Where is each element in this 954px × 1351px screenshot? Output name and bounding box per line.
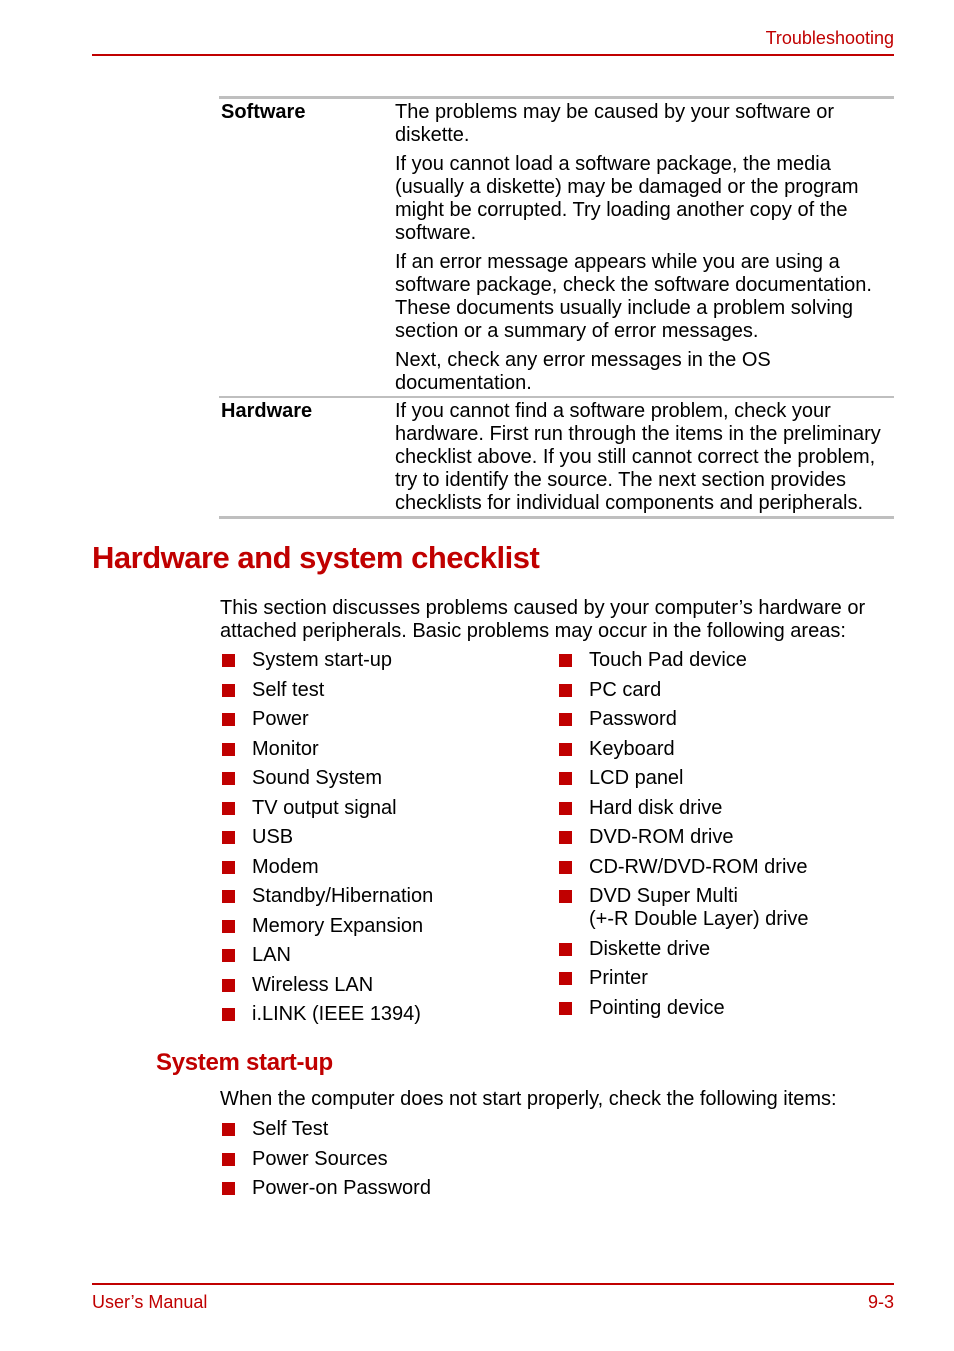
- list-item-label: Self Test: [252, 1118, 329, 1140]
- square-bullet-icon: [222, 713, 235, 726]
- list-item-label: PC card: [589, 678, 662, 701]
- table-row-software: [219, 99, 894, 396]
- square-bullet-icon: [222, 949, 235, 962]
- list-item: [220, 1148, 620, 1171]
- square-bullet-icon: [559, 972, 572, 985]
- list-item-label: Printer: [589, 967, 648, 989]
- table-value: [395, 99, 894, 396]
- startup-checklist: [220, 1118, 620, 1207]
- list-item-label: Standby/Hibernation: [252, 885, 434, 907]
- list-item-label: i.LINK (IEEE 1394): [252, 1003, 421, 1025]
- list-item: [557, 938, 894, 961]
- list-item-label: Pointing device: [589, 996, 725, 1019]
- square-bullet-icon: [222, 654, 235, 667]
- square-bullet-icon: [222, 802, 235, 815]
- square-bullet-icon: [559, 713, 572, 726]
- square-bullet-icon: [222, 861, 235, 874]
- table-bottom-rule: [219, 516, 894, 519]
- list-item: [220, 767, 520, 790]
- table-paragraph: If you cannot load a software package, the media (usually a diskette) may be damaged or the program might be corrupted. Try loading another copy of the software.: [395, 153, 859, 244]
- square-bullet-icon: [559, 772, 572, 785]
- list-item-label: CD-RW/DVD-ROM drive: [589, 855, 808, 878]
- list-item: [220, 1003, 520, 1026]
- list-item: [557, 856, 894, 879]
- list-item: [220, 649, 520, 672]
- list-item-label: LAN: [252, 944, 291, 966]
- table-value: [395, 398, 894, 516]
- list-item-label: System start-up: [252, 649, 393, 671]
- list-item: [557, 885, 894, 931]
- list-item: [220, 797, 520, 820]
- list-item: [220, 1118, 620, 1141]
- list-item: [557, 967, 894, 990]
- running-header: Troubleshooting: [765, 28, 894, 48]
- square-bullet-icon: [559, 831, 572, 844]
- square-bullet-icon: [559, 1002, 572, 1015]
- list-item-label: Wireless LAN: [252, 973, 374, 996]
- list-item-label: Monitor: [252, 737, 319, 760]
- list-item: [220, 915, 520, 938]
- list-item-label: DVD-ROM drive: [589, 826, 734, 848]
- list-item: [557, 679, 894, 702]
- list-item-label: Password: [589, 708, 677, 730]
- table-paragraph: If you cannot find a software problem, check your hardware. First run through the items in the preliminary checklist above. If you still cannot correct the problem, try to identify the source. The next section provides checklists for individual components and peripherals.: [395, 400, 881, 514]
- checklist-left-column: [220, 649, 520, 1033]
- list-item: [220, 974, 520, 997]
- list-item: [220, 1177, 620, 1200]
- list-item-label: Touch Pad device: [589, 649, 747, 671]
- table-paragraph: If an error message appears while you are using a software package, check the software documentation. These documents usually include a problem solving section or a summary of error messages.: [395, 251, 872, 342]
- section-intro: This section discusses problems caused by your computer’s hardware or attached peripherals. Basic problems may occur in the following areas:: [220, 597, 866, 642]
- square-bullet-icon: [559, 802, 572, 815]
- square-bullet-icon: [559, 743, 572, 756]
- list-item: [557, 708, 894, 731]
- footer-manual-title: User’s Manual: [92, 1292, 208, 1312]
- list-item: [220, 738, 520, 761]
- list-item: [220, 944, 520, 967]
- list-item: [557, 767, 894, 790]
- list-item: [220, 856, 520, 879]
- list-item-label: Power-on Password: [252, 1177, 431, 1199]
- list-item-label: Sound System: [252, 767, 383, 789]
- list-item: [220, 708, 520, 731]
- table-paragraph: The problems may be caused by your software or diskette.: [395, 101, 835, 146]
- square-bullet-icon: [559, 654, 572, 667]
- list-item: [220, 826, 520, 849]
- square-bullet-icon: [222, 1182, 235, 1195]
- square-bullet-icon: [222, 831, 235, 844]
- square-bullet-icon: [222, 979, 235, 992]
- square-bullet-icon: [222, 1008, 235, 1021]
- square-bullet-icon: [222, 890, 235, 903]
- square-bullet-icon: [222, 772, 235, 785]
- square-bullet-icon: [559, 684, 572, 697]
- page-number: 9-3: [867, 1292, 894, 1312]
- list-item-label: Self test: [252, 678, 325, 701]
- subsection-heading: System start-up: [156, 1049, 333, 1076]
- square-bullet-icon: [222, 1123, 235, 1136]
- list-item-label: Hard disk drive: [589, 796, 723, 819]
- table-row-hardware: [219, 398, 894, 516]
- list-item-label: Modem: [252, 855, 319, 878]
- list-item: [220, 679, 520, 702]
- square-bullet-icon: [559, 943, 572, 956]
- square-bullet-icon: [222, 743, 235, 756]
- table-key: Hardware: [221, 400, 313, 422]
- square-bullet-icon: [559, 890, 572, 903]
- subsection-intro: When the computer does not start properly, check the following items:: [220, 1088, 837, 1110]
- list-item-label: Power Sources: [252, 1147, 388, 1170]
- list-item-label: Keyboard: [589, 737, 675, 760]
- section-heading: Hardware and system checklist: [92, 540, 540, 575]
- footer-rule: [92, 1283, 894, 1285]
- header-rule: [92, 54, 894, 56]
- list-item: [557, 649, 894, 672]
- square-bullet-icon: [559, 861, 572, 874]
- list-item-label: LCD panel: [589, 767, 684, 789]
- list-item: [220, 885, 520, 908]
- square-bullet-icon: [222, 1153, 235, 1166]
- list-item-label: Memory Expansion: [252, 914, 424, 937]
- list-item-label: Power: [252, 708, 309, 730]
- list-item: [557, 797, 894, 820]
- list-item-label: USB: [252, 826, 294, 848]
- table-key: Software: [221, 101, 306, 123]
- square-bullet-icon: [222, 920, 235, 933]
- list-item: [557, 997, 894, 1020]
- list-item: [557, 826, 894, 849]
- table-paragraph: Next, check any error messages in the OS documentation.: [395, 349, 771, 394]
- list-item-label: TV output signal: [252, 796, 397, 819]
- list-item-label: Diskette drive: [589, 937, 711, 960]
- square-bullet-icon: [222, 684, 235, 697]
- checklist-right-column: [557, 649, 894, 1026]
- list-item: [557, 738, 894, 761]
- list-item-label: DVD Super Multi (+-R Double Layer) drive: [589, 885, 809, 930]
- problem-source-table: [219, 96, 894, 519]
